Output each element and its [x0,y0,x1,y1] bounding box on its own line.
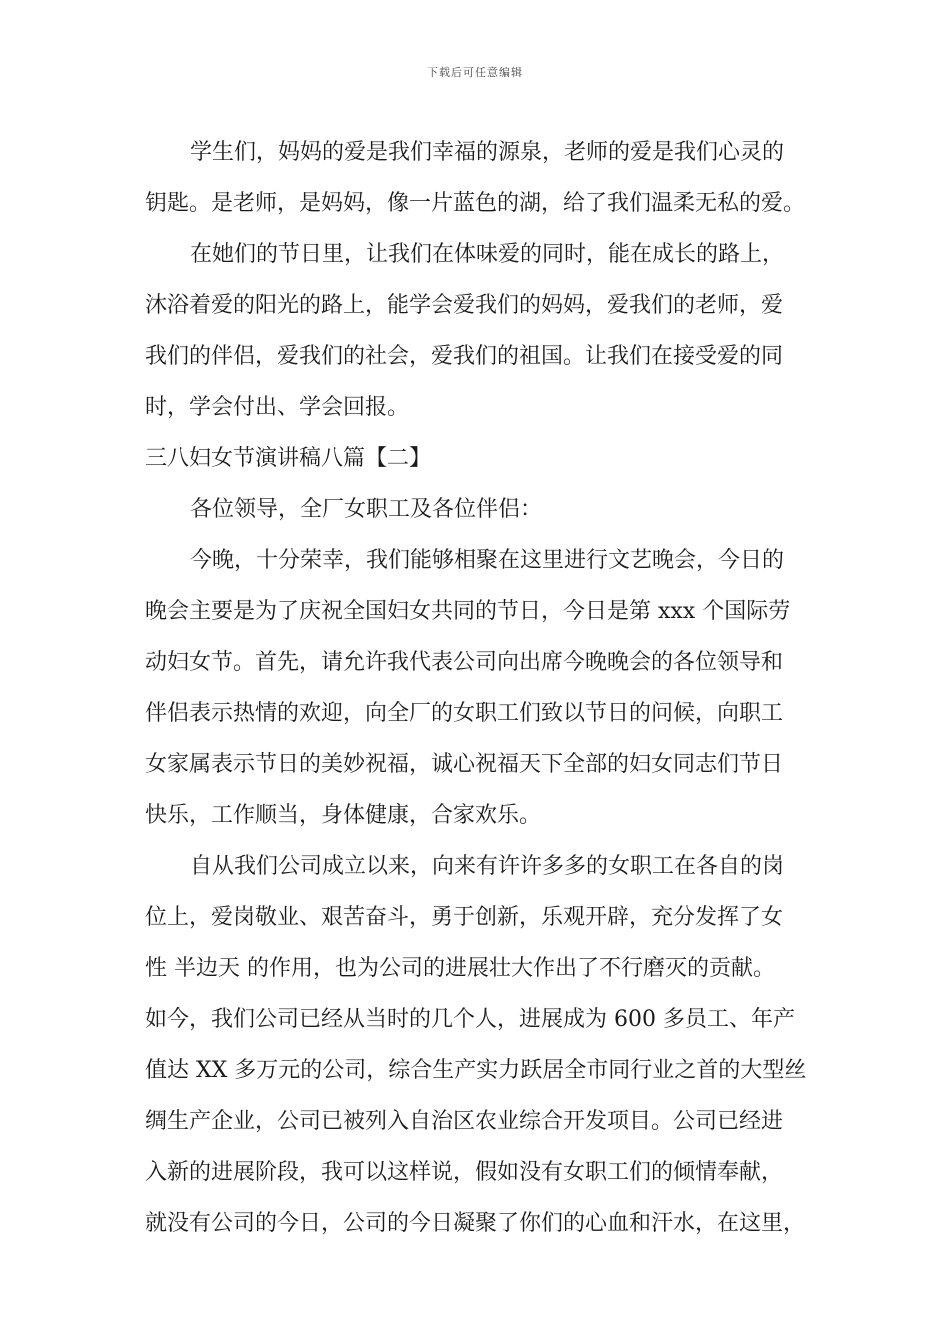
paragraph-line: 快乐，工作顺当，身体健康，合家欢乐。 [145,803,542,828]
paragraph-line: 伴侣表示热情的欢迎，向全厂的女职工们致以节日的问候，向职工 [145,701,784,726]
paragraph-line: 钥匙。是老师，是妈妈，像一片蓝色的湖，给了我们温柔无私的爱。 [145,191,806,216]
document-body [145,130,825,1252]
paragraph-line: 我们的伴侣，爱我们的社会，爱我们的祖国。让我们在接受爱的同 [145,344,784,369]
paragraph-line: 位上，爱岗敬业、艰苦奋斗，勇于创新，乐观开辟，充分发挥了女 [145,905,784,930]
paragraph-line: 入新的进展阶段，我可以这样说，假如没有女职工们的倾情奉献， [145,1160,784,1185]
paragraph-line: 今晚，十分荣幸，我们能够相聚在这里进行文艺晚会，今日的 [190,548,785,573]
paragraph-line: 自从我们公司成立以来，向来有许许多多的女职工在各自的岗 [190,854,785,879]
paragraph-line: 晚会主要是为了庆祝全国妇女共同的节日，今日是第 xxx 个国际劳 [145,599,791,624]
paragraph-line: 值达 XX 多万元的公司，综合生产实力跃居全市同行业之首的大型丝 [145,1058,807,1083]
paragraph-line: 就没有公司的今日，公司的今日凝聚了你们的心血和汗水，在这里， [145,1211,806,1236]
paragraph-line: 如今，我们公司已经从当时的几个人，进展成为 600 多员工、年产 [145,1007,795,1032]
paragraph-line: 学生们，妈妈的爱是我们幸福的源泉，老师的爱是我们心灵的 [190,140,785,165]
paragraph-line: 女家属表示节日的美妙祝福，诚心祝福天下全部的妇女同志们节日 [145,752,784,777]
paragraph-line: 绸生产企业，公司已被列入自治区农业综合开发项目。公司已经进 [145,1109,784,1134]
salutation-line: 各位领导，全厂女职工及各位伴侣： [190,497,543,522]
paragraph-line: 动妇女节。首先，请允许我代表公司向出席今晚晚会的各位领导和 [145,650,784,675]
paragraph-line: 在她们的节日里，让我们在体味爱的同时，能在成长的路上， [190,242,785,267]
section-heading: 三八妇女节演讲稿八篇【二】 [145,446,432,471]
paragraph-line: 沐浴着爱的阳光的路上，能学会爱我们的妈妈，爱我们的老师，爱 [145,293,784,318]
paragraph-line: 性 半边天 的作用，也为公司的进展壮大作出了不行磨灭的贡献。 [145,956,775,981]
paragraph-line: 时，学会付出、学会回报。 [145,395,410,420]
page-header-note: 下载后可任意编辑 [427,66,523,79]
